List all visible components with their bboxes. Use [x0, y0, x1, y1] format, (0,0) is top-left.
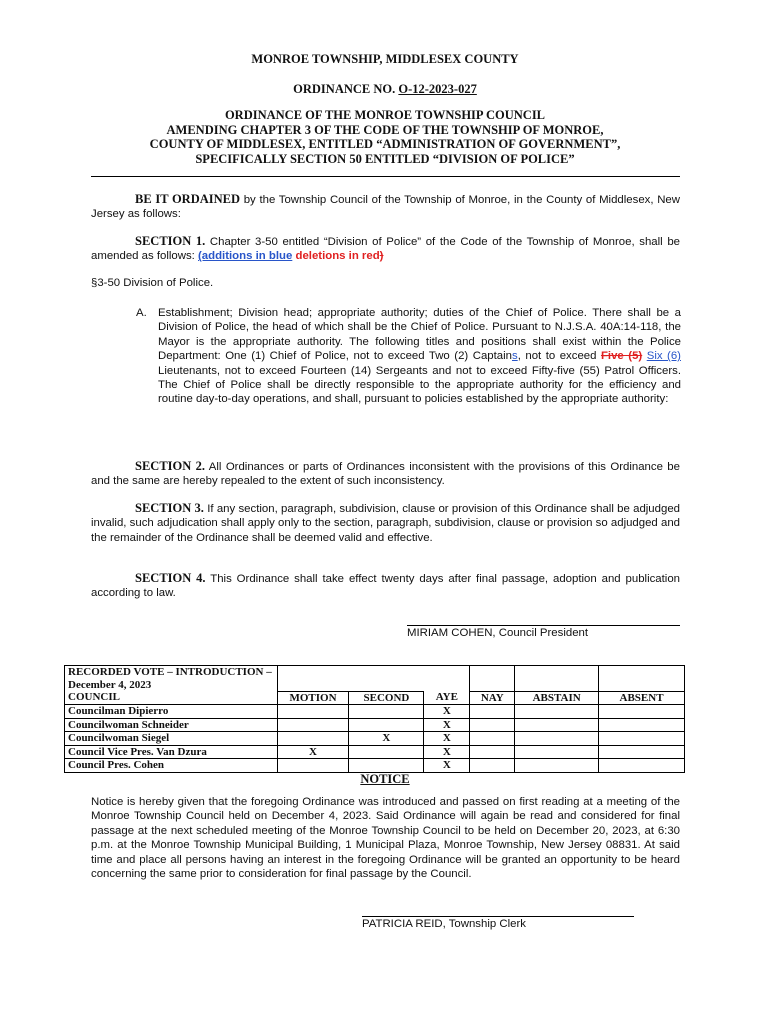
- section-1-text: Chapter 3-50 entitled “Division of Police” of the Code of the Township of Monroe, shall be amended as follows:: [91, 236, 680, 263]
- county-heading: MONROE TOWNSHIP, MIDDLESEX COUNTY: [251, 52, 519, 66]
- abstain-cell: [515, 759, 599, 773]
- vote-header-row: [65, 691, 685, 705]
- absent-cell: [599, 759, 685, 773]
- table-row: [65, 718, 685, 732]
- section-2-paragraph: [91, 459, 680, 489]
- subsection-heading: §3-50 Division of Police.: [91, 277, 214, 289]
- table-row: [65, 732, 685, 746]
- header-aye: AYE: [424, 691, 470, 705]
- deletions-legend: deletions in red: [295, 250, 380, 263]
- section-2-text: All Ordinances or parts of Ordinances inconsistent with the provisions of this Ordinance be and the same are hereby repealed to the extent of such inconsistency.: [91, 461, 680, 488]
- header-abstain: ABSTAIN: [515, 691, 599, 705]
- header-council: COUNCIL: [65, 691, 278, 705]
- clerk-signature-label: PATRICIA REID, Township Clerk: [362, 918, 526, 930]
- section-1-paragraph: [91, 234, 680, 264]
- ordained-text: by the Township Council of the Township of Monroe, in the County of Middlesex, New Jersey as follows:: [91, 194, 680, 221]
- table-row: [65, 745, 685, 759]
- deletions-legend-close: ): [379, 250, 384, 263]
- header-absent: ABSENT: [599, 691, 685, 705]
- item-a-text: [158, 306, 681, 407]
- motion-cell: [277, 718, 349, 732]
- absent-cell: [599, 718, 685, 732]
- table-row: [65, 759, 685, 773]
- second-cell: [349, 705, 424, 719]
- motion-cell: X: [277, 745, 349, 759]
- ordinance-prefix: ORDINANCE NO.: [293, 82, 399, 96]
- ordained-lead: BE IT ORDAINED: [135, 192, 241, 206]
- council-member: Councilwoman Schneider: [65, 718, 278, 732]
- council-member: Councilman Dipierro: [65, 705, 278, 719]
- section-2-lead: SECTION 2.: [135, 459, 205, 473]
- absent-cell: [599, 732, 685, 746]
- council-member: Councilwoman Siegel: [65, 732, 278, 746]
- motion-cell: [277, 705, 349, 719]
- abstain-cell: [515, 732, 599, 746]
- nay-cell: [470, 745, 515, 759]
- item-a-label: A.: [136, 307, 147, 319]
- ordinance-number: O-12-2023-027: [398, 82, 477, 96]
- section-4-paragraph: [91, 571, 680, 601]
- table-row: [65, 705, 685, 719]
- nay-cell: [470, 705, 515, 719]
- added-text: s: [511, 350, 518, 363]
- title-divider: [91, 176, 680, 177]
- section-3-paragraph: [91, 501, 680, 545]
- motion-cell: [277, 759, 349, 773]
- item-a-text-part: Lieutenants, not to exceed Fourteen (14) Sergeants and not to exceed Fifty-five (55) Patrol Officers. The Chief of Police shall be directly responsible to the appropriate authority for the efficiency and routine day-to-day operations, and shall, pursuant to policies established by the appropriate authority:: [158, 364, 681, 406]
- abstain-cell: [515, 745, 599, 759]
- abstain-cell: [515, 705, 599, 719]
- header-motion: MOTION: [277, 691, 349, 705]
- aye-cell: X: [424, 718, 470, 732]
- notice-heading: NOTICE: [360, 772, 410, 786]
- item-a-text-part: , not to exceed: [517, 350, 601, 363]
- title-line: ORDINANCE OF THE MONROE TOWNSHIP COUNCIL: [224, 108, 546, 122]
- title-line: SPECIFICALLY SECTION 50 ENTITLED “DIVISION OF POLICE”: [195, 151, 575, 166]
- header-nay: NAY: [470, 691, 515, 705]
- additions-legend: (additions in blue: [198, 250, 293, 263]
- vote-table-title: RECORDED VOTE – INTRODUCTION – December 4, 2023: [65, 666, 278, 692]
- council-member: Council Vice Pres. Van Dzura: [65, 745, 278, 759]
- ordinance-title: [80, 108, 690, 166]
- abstain-cell: [515, 718, 599, 732]
- second-cell: X: [349, 732, 424, 746]
- clerk-signature-line: [362, 916, 634, 917]
- section-1-lead: SECTION 1.: [135, 234, 206, 248]
- second-cell: [349, 745, 424, 759]
- added-text: Six (6): [646, 350, 681, 363]
- section-3-text: If any section, paragraph, subdivision, clause or provision of this Ordinance shall be adjudged invalid, such adjudication shall apply only to the section, paragraph, subdivision, clause or provision so adjudged and the remainder of the Ordinance shall be deemed valid and effective.: [91, 503, 680, 544]
- president-signature-line: [407, 625, 680, 626]
- absent-cell: [599, 705, 685, 719]
- second-cell: [349, 759, 424, 773]
- section-3-lead: SECTION 3.: [135, 501, 204, 515]
- nay-cell: [470, 759, 515, 773]
- second-cell: [349, 718, 424, 732]
- header-second: SECOND: [349, 691, 424, 705]
- title-line: COUNTY OF MIDDLESEX, ENTITLED “ADMINISTRATION OF GOVERNMENT”,: [149, 137, 621, 151]
- council-member: Council Pres. Cohen: [65, 759, 278, 773]
- section-4-lead: SECTION 4.: [135, 571, 206, 585]
- title-line: AMENDING CHAPTER 3 OF THE CODE OF THE TOWNSHIP OF MONROE,: [166, 122, 604, 137]
- nay-cell: [470, 732, 515, 746]
- absent-cell: [599, 745, 685, 759]
- nay-cell: [470, 718, 515, 732]
- item-a-text-part: Establishment; Division head; appropriate authority; duties of the Chief of Police. There shall be a Division of Police, the head of which shall be the Chief of Police. Pursuant to N.J.S.A. 40A:14-118, the Mayor is the appropriate authority. The following titles and positions shall exist within the Police Department: One (1) Chief of Police, not to exceed Two (2) Captain: [158, 307, 681, 363]
- aye-cell: X: [424, 745, 470, 759]
- notice-paragraph: Notice is hereby given that the foregoing Ordinance was introduced and passed on first reading at a meeting of the Monroe Township Council held on December 4, 2023. Said Ordinance will again be read and considered for final passage at the next scheduled meeting of the Monroe Township Council to be held on December 20, 2023, at 6:30 p.m. at the Monroe Township Municipal Building, 1 Municipal Plaza, Monroe Township, New Jersey 08831. At said time and place all persons having an interest in the foregoing Ordinance will be granted an opportunity to be heard concerning the same prior to consideration for final passage by the Council.: [91, 796, 680, 881]
- aye-cell: X: [424, 705, 470, 719]
- recorded-vote-table: [64, 665, 685, 773]
- deleted-text: Five (5): [600, 350, 643, 363]
- item-a: [136, 306, 681, 407]
- president-signature-label: MIRIAM COHEN, Council President: [407, 627, 589, 639]
- aye-cell: X: [424, 732, 470, 746]
- aye-cell: X: [424, 759, 470, 773]
- section-4-text: This Ordinance shall take effect twenty days after final passage, adoption and publication according to law.: [91, 573, 680, 600]
- ordinance-number-heading: [0, 82, 770, 97]
- motion-cell: [277, 732, 349, 746]
- ordained-paragraph: [91, 192, 680, 222]
